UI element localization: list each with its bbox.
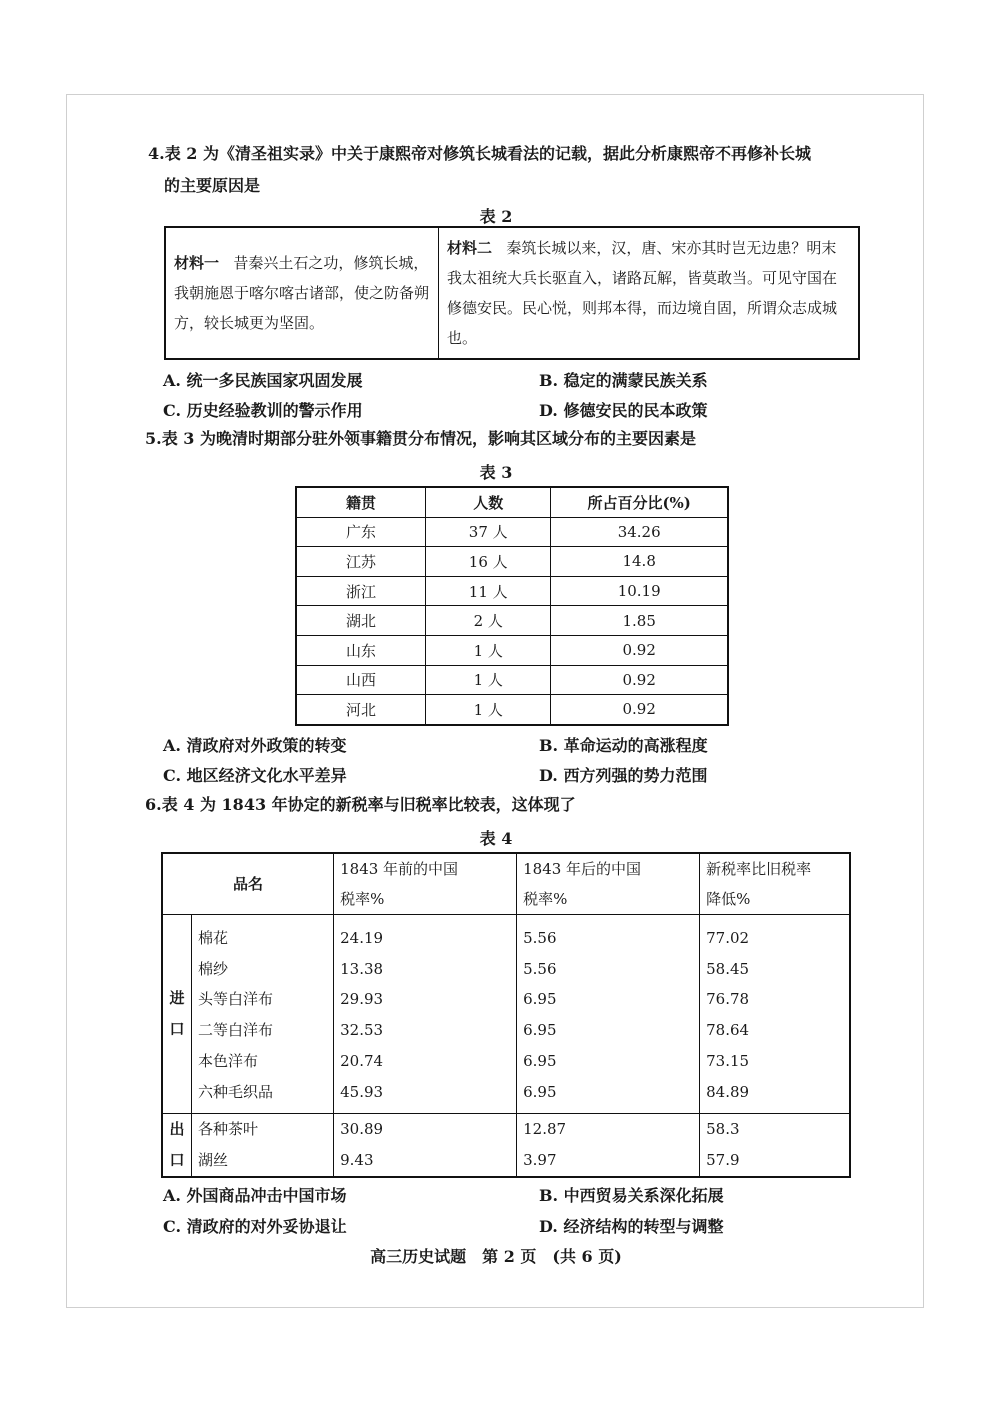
table3-cell-origin: 湖北 (296, 606, 426, 636)
table4-item-drop: 58.45 (706, 959, 750, 978)
table4-item-name: 棉花 (198, 929, 229, 947)
table-row (296, 695, 728, 725)
q4-option-c[interactable]: C. 历史经验教训的警示作用 (163, 401, 363, 420)
table4-export-drop (700, 1114, 850, 1177)
table4-item-after: 6.95 (523, 1082, 557, 1101)
table3 (295, 486, 729, 726)
table3-cell-origin: 山西 (296, 665, 426, 695)
table3-header-percent: 所占百分比(%) (551, 487, 728, 517)
q6-option-b[interactable]: B. 中西贸易关系深化拓展 (539, 1186, 724, 1205)
q4-stem-line2: 的主要原因是 (164, 176, 261, 195)
table3-header-origin: 籍贯 (296, 487, 426, 517)
table4-item-before: 9.43 (340, 1150, 374, 1169)
q6-option-c[interactable]: C. 清政府的对外妥协退让 (163, 1217, 347, 1236)
table3-cell-count: 1 人 (426, 635, 551, 665)
table4-item-name: 六种毛织品 (198, 1082, 274, 1101)
material1-label: 材料一 (174, 254, 220, 272)
table2-caption: 表 2 (479, 207, 513, 226)
table3-cell-count: 2 人 (426, 606, 551, 636)
table3-cell-percent: 14.8 (551, 547, 728, 577)
table4-item-before: 13.38 (340, 959, 384, 978)
table4-item-after: 5.56 (523, 959, 557, 978)
table4-item-after: 6.95 (523, 990, 557, 1009)
table-row (296, 635, 728, 665)
table3-cell-origin: 山东 (296, 635, 426, 665)
table4-item-name: 二等白洋布 (198, 1021, 274, 1040)
table4-header-row (162, 853, 850, 915)
table-row (296, 547, 728, 577)
table4-item-after: 5.56 (523, 929, 557, 947)
table3-cell-count: 11 人 (426, 576, 551, 606)
table4-item-name: 本色洋布 (198, 1051, 259, 1070)
table3-cell-percent: 34.26 (551, 517, 728, 547)
table4-item-drop: 77.02 (706, 929, 750, 947)
table3-cell-count: 1 人 (426, 695, 551, 725)
table4-caption: 表 4 (479, 829, 513, 848)
table4-import-names (192, 915, 334, 1114)
table3-caption: 表 3 (479, 463, 513, 482)
table4-item-after: 6.95 (523, 1021, 557, 1040)
table3-cell-origin: 广东 (296, 517, 426, 547)
table3-cell-percent: 1.85 (551, 606, 728, 636)
table4-item-after: 12.87 (523, 1120, 567, 1139)
table4-export-names (192, 1114, 334, 1177)
table4-header-after-line1: 1843 年后的中国 (523, 860, 642, 878)
table-row (296, 517, 728, 547)
table4-header-before-line1: 1843 年前的中国 (340, 860, 459, 878)
table2 (164, 226, 860, 360)
table4-imports-section (162, 915, 850, 1114)
table-row (296, 665, 728, 695)
table4-header-before-line2: 税率% (340, 890, 385, 908)
table4-import-label-2: 口 (169, 1020, 185, 1039)
table4-export-label (162, 1114, 192, 1177)
table4 (161, 852, 851, 1178)
q6-option-d[interactable]: D. 经济结构的转型与调整 (539, 1217, 724, 1236)
q5-option-b[interactable]: B. 革命运动的高涨程度 (539, 736, 708, 755)
table4-item-before: 20.74 (340, 1051, 384, 1070)
q5-option-d[interactable]: D. 西方列强的势力范围 (539, 766, 708, 785)
table3-cell-percent: 0.92 (551, 665, 728, 695)
table4-header-drop (700, 853, 850, 915)
material1-cell (165, 227, 439, 359)
table4-header-drop-line1: 新税率比旧税率 (706, 860, 812, 878)
q5-option-c[interactable]: C. 地区经济文化水平差异 (163, 766, 347, 785)
table4-item-before: 32.53 (340, 1021, 384, 1040)
table4-header-after-line2: 税率% (523, 890, 568, 908)
table3-cell-count: 1 人 (426, 665, 551, 695)
table4-item-name: 湖丝 (198, 1150, 229, 1169)
table4-import-before (334, 915, 517, 1114)
table4-item-drop: 58.3 (706, 1120, 740, 1139)
table4-import-drop (700, 915, 850, 1114)
table4-item-before: 24.19 (340, 929, 384, 947)
table4-header-name: 品名 (162, 853, 334, 915)
table4-item-before: 45.93 (340, 1082, 384, 1101)
table4-import-label-1: 进 (169, 989, 185, 1008)
table4-import-label (162, 915, 192, 1114)
table3-cell-percent: 0.92 (551, 635, 728, 665)
table3-cell-origin: 河北 (296, 695, 426, 725)
page-footer: 高三历史试题 第 2 页 (共 6 页) (370, 1247, 622, 1266)
material2-text: 秦筑长城以来，汉，唐、宋亦其时岂无边患？明末我太祖统大兵长驱直入，诸路瓦解，皆莫敢当。可见守国在修德安民。民心悦，则邦本得，而边境自固，所谓众志成城也。 (447, 239, 838, 347)
table3-cell-percent: 10.19 (551, 576, 728, 606)
table4-item-before: 30.89 (340, 1120, 384, 1139)
table4-item-name: 头等白洋布 (198, 990, 274, 1009)
table3-cell-origin: 浙江 (296, 576, 426, 606)
table3-header-row (296, 487, 728, 517)
table3-cell-count: 37 人 (426, 517, 551, 547)
q5-option-a[interactable]: A. 清政府对外政策的转变 (163, 736, 347, 755)
table4-header-drop-line2: 降低% (706, 890, 751, 908)
table-row (296, 576, 728, 606)
q6-stem: 6.表 4 为 1843 年协定的新税率与旧税率比较表，这体现了 (145, 795, 576, 814)
table4-item-after: 6.95 (523, 1051, 557, 1070)
table3-header-count: 人数 (426, 487, 551, 517)
table4-item-before: 29.93 (340, 990, 384, 1009)
q4-option-d[interactable]: D. 修德安民的民本政策 (539, 401, 708, 420)
table4-export-before (334, 1114, 517, 1177)
table4-exports-section (162, 1114, 850, 1177)
table4-item-name: 各种茶叶 (198, 1120, 259, 1139)
q4-stem-line1: 4.表 2 为《清圣祖实录》中关于康熙帝对修筑长城看法的记载，据此分析康熙帝不再修补长城 (148, 144, 811, 163)
table4-export-label-2: 口 (169, 1150, 185, 1169)
table4-item-drop: 73.15 (706, 1051, 750, 1070)
table4-item-after: 3.97 (523, 1150, 557, 1169)
table4-header-after (517, 853, 700, 915)
q4-option-b[interactable]: B. 稳定的满蒙民族关系 (539, 371, 708, 390)
table4-item-name: 棉纱 (198, 959, 229, 978)
q4-option-a[interactable]: A. 统一多民族国家巩固发展 (163, 371, 363, 390)
table4-item-drop: 84.89 (706, 1082, 750, 1101)
table4-item-drop: 78.64 (706, 1021, 750, 1040)
table4-import-after (517, 915, 700, 1114)
table4-item-drop: 76.78 (706, 990, 750, 1009)
table3-cell-origin: 江苏 (296, 547, 426, 577)
table3-cell-percent: 0.92 (551, 695, 728, 725)
table4-export-label-1: 出 (169, 1120, 185, 1139)
table4-header-before (334, 853, 517, 915)
material2-label: 材料二 (447, 239, 493, 257)
table-row (296, 606, 728, 636)
table4-item-drop: 57.9 (706, 1150, 740, 1169)
q6-option-a[interactable]: A. 外国商品冲击中国市场 (163, 1186, 347, 1205)
q5-stem: 5.表 3 为晚清时期部分驻外领事籍贯分布情况，影响其区域分布的主要因素是 (145, 429, 696, 448)
material2-cell (439, 227, 860, 359)
material1-text: 昔秦兴土石之功，修筑长城，我朝施恩于喀尔喀古诸部，使之防备朔方，较长城更为坚固。 (174, 254, 430, 332)
table3-cell-count: 16 人 (426, 547, 551, 577)
table4-export-after (517, 1114, 700, 1177)
